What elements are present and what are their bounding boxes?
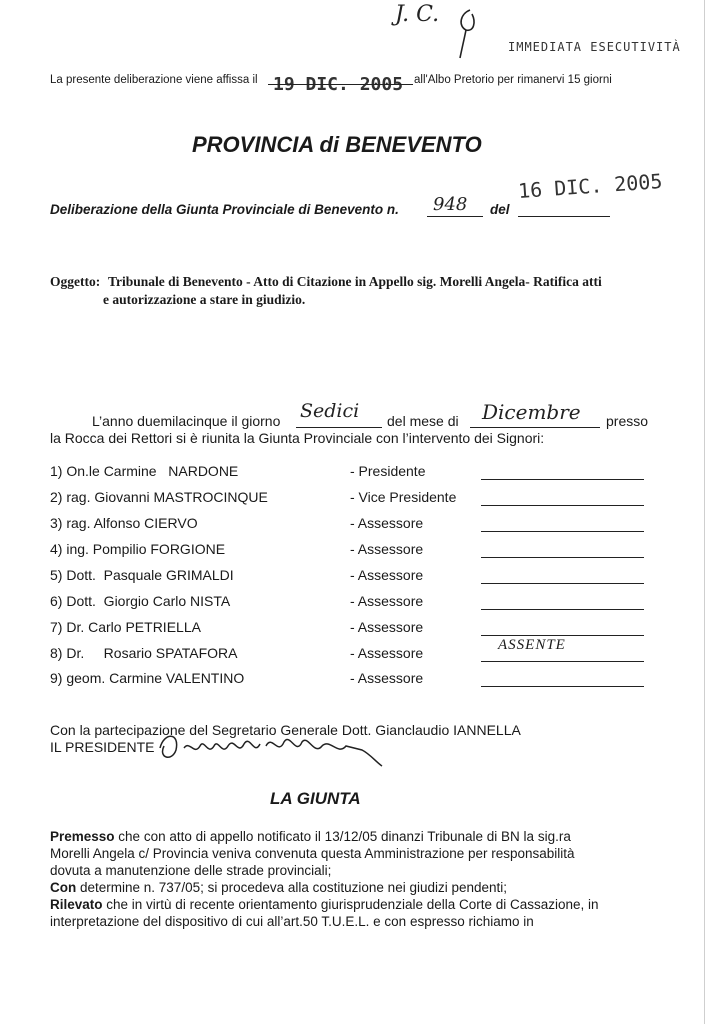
member-role: - Assessore bbox=[350, 593, 424, 609]
body-line: dovuta a manutenzione delle strade provinciali; bbox=[50, 863, 332, 878]
signature-line bbox=[481, 686, 644, 687]
oggetto-line2: e autorizzazione a stare in giudizio. bbox=[103, 292, 306, 307]
member-role: - Assessore bbox=[350, 645, 424, 661]
member-name: 8) Dr. Rosario SPATAFORA bbox=[50, 645, 238, 661]
signature-line bbox=[481, 557, 644, 558]
member-role: - Assessore bbox=[350, 567, 424, 583]
section-heading: LA GIUNTA bbox=[270, 789, 361, 808]
affissa-date-stamp: 19 DIC. 2005 bbox=[273, 74, 404, 95]
signature-line bbox=[481, 479, 644, 480]
body-paragraph bbox=[50, 828, 599, 930]
member-row bbox=[0, 619, 726, 641]
del-label: del bbox=[490, 202, 510, 217]
member-row bbox=[0, 567, 726, 589]
presidente-label: IL PRESIDENTE bbox=[50, 739, 155, 755]
oggetto-label: Oggetto: bbox=[50, 274, 101, 289]
giorno-underline bbox=[296, 427, 382, 428]
affissa-suffix: all'Albo Pretorio per rimanervi 15 giorni bbox=[414, 74, 612, 86]
anno-part1: L’anno duemilacinque il giorno bbox=[92, 413, 281, 429]
member-role: - Presidente bbox=[350, 463, 426, 479]
member-name: 6) Dott. Giorgio Carlo NISTA bbox=[50, 593, 231, 609]
page-title: PROVINCIA di BENEVENTO bbox=[192, 132, 482, 157]
handwritten-mark bbox=[452, 4, 482, 60]
premesso-text: che con atto di appello notificato il 13/12/05 dinanzi Tribunale di BN la sig.ra bbox=[114, 829, 571, 844]
member-name: 1) On.le Carmine NARDONE bbox=[50, 463, 239, 479]
member-row bbox=[0, 670, 726, 692]
deliberazione-label: Deliberazione della Giunta Provinciale di Benevento n. bbox=[50, 202, 399, 217]
handwritten-annotation: J. C. bbox=[395, 2, 440, 27]
anno-mese: Dicembre bbox=[482, 400, 581, 424]
partecipazione-text: Con la partecipazione del Segretario Generale Dott. Gianclaudio IANNELLA bbox=[50, 722, 521, 738]
signature-line bbox=[481, 635, 644, 636]
member-name: 5) Dott. Pasquale GRIMALDI bbox=[50, 567, 234, 583]
member-name: 7) Dr. Carlo PETRIELLA bbox=[50, 619, 201, 635]
member-row bbox=[0, 593, 726, 615]
member-name: 9) geom. Carmine VALENTINO bbox=[50, 670, 245, 686]
member-role: - Assessore bbox=[350, 670, 424, 686]
body-line: interpretazione del dispositivo di cui all’art.50 T.U.E.L. e con espresso richiamo in bbox=[50, 914, 534, 929]
del-underline bbox=[518, 216, 610, 217]
member-name: 2) rag. Giovanni MASTROCINQUE bbox=[50, 489, 268, 505]
immediate-execution-stamp: IMMEDIATA ESECUTIVITÀ bbox=[508, 40, 681, 54]
member-role: - Assessore bbox=[350, 515, 424, 531]
affissa-prefix: La presente deliberazione viene affissa il bbox=[50, 74, 258, 86]
body-line: Morelli Angela c/ Provincia veniva convenuta questa Amministrazione per responsabilità bbox=[50, 846, 575, 861]
anno-line2: la Rocca dei Rettori si è riunita la Giunta Provinciale con l’intervento dei Signori: bbox=[50, 430, 545, 446]
member-role: - Assessore bbox=[350, 619, 424, 635]
member-row bbox=[0, 463, 726, 485]
rilevato-bold: Rilevato bbox=[50, 897, 103, 912]
anno-part2: del mese di bbox=[387, 413, 459, 429]
member-row bbox=[0, 541, 726, 563]
member-role: - Assessore bbox=[350, 541, 424, 557]
signature-line bbox=[481, 609, 644, 610]
anno-part3: presso bbox=[606, 413, 649, 429]
rilevato-text: che in virtù di recente orientamento giurisprudenziale della Corte di Cassazione, in bbox=[102, 897, 599, 912]
signature-line bbox=[481, 661, 644, 662]
mese-underline bbox=[470, 427, 600, 428]
member-name: 3) rag. Alfonso CIERVO bbox=[50, 515, 198, 531]
scan-edge bbox=[704, 0, 705, 1024]
member-name: 4) ing. Pompilio FORGIONE bbox=[50, 541, 226, 557]
con-bold: Con bbox=[50, 880, 77, 895]
anno-giorno: Sedici bbox=[300, 400, 360, 422]
signature-line bbox=[481, 583, 644, 584]
signature-line bbox=[481, 531, 644, 532]
affissa-underline bbox=[268, 84, 413, 85]
member-role: - Vice Presidente bbox=[350, 489, 457, 505]
con-text: determine n. 737/05; si procedeva alla costituzione nei giudizi pendenti; bbox=[76, 880, 508, 895]
number-underline bbox=[427, 216, 483, 217]
absent-stamp: ASSENTE bbox=[498, 637, 566, 653]
member-row bbox=[0, 489, 726, 511]
oggetto-line1: Tribunale di Benevento - Atto di Citazione in Appello sig. Morelli Angela- Ratifica atti bbox=[108, 274, 602, 289]
member-row bbox=[0, 637, 726, 667]
deliberazione-number: 948 bbox=[433, 194, 468, 215]
premesso-bold: Premesso bbox=[50, 829, 115, 844]
president-signature bbox=[150, 726, 390, 768]
signature-line bbox=[481, 505, 644, 506]
member-row bbox=[0, 515, 726, 537]
session-date-stamp: 16 DIC. 2005 bbox=[517, 168, 664, 204]
